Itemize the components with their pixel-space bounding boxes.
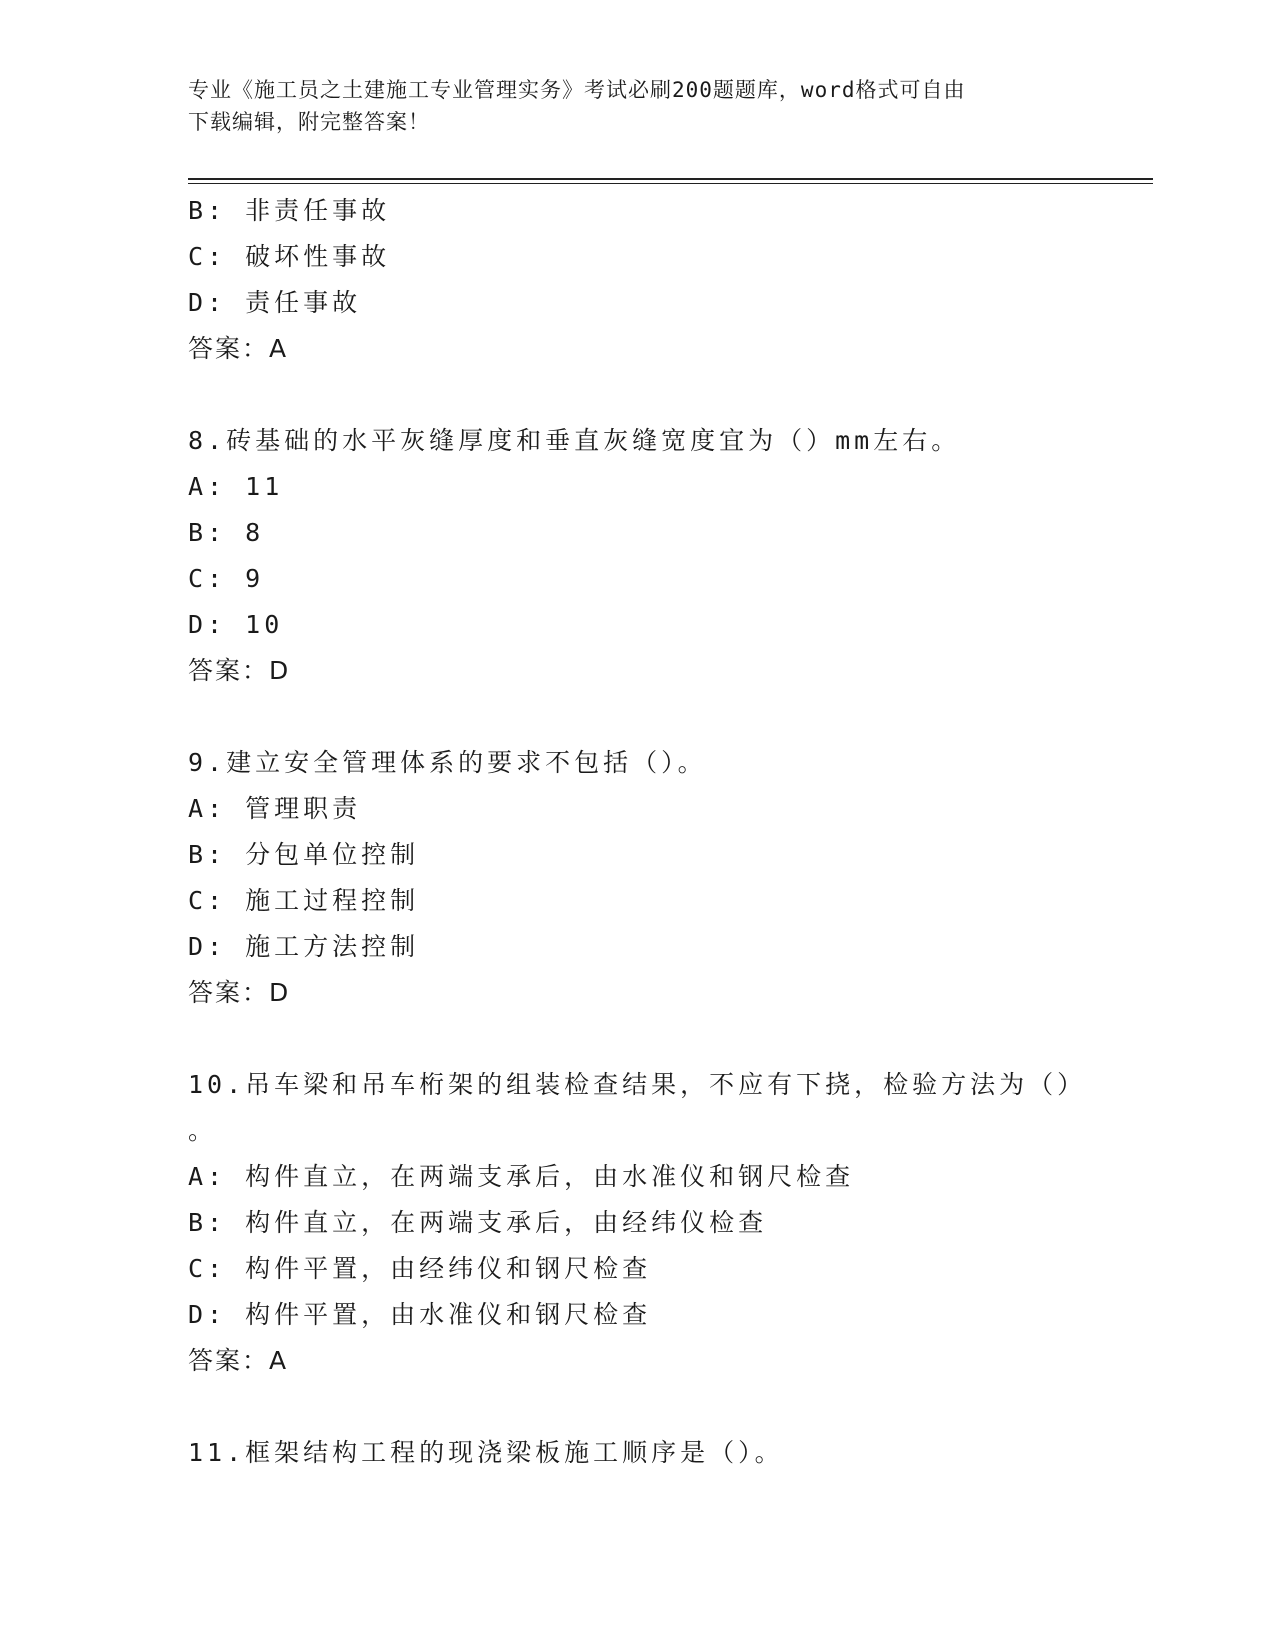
q9-option-a: A: 管理职责: [188, 794, 362, 823]
spacer: [188, 372, 1088, 418]
q10-option-d: D: 构件平置，由水准仪和钢尺检查: [188, 1300, 652, 1329]
q10-option-b: B: 构件直立，在两端支承后，由经纬仪检查: [188, 1208, 768, 1237]
q7-option-d: D: 责任事故: [188, 288, 362, 317]
header-line-2: 下载编辑，附完整答案！: [188, 110, 430, 134]
q9-option-b: B: 分包单位控制: [188, 840, 420, 869]
q10-option-c: C: 构件平置，由经纬仪和钢尺检查: [188, 1254, 652, 1283]
q9-answer: 答案：D: [188, 978, 291, 1007]
q8-option-d: D: 10: [188, 610, 284, 639]
spacer: [188, 1384, 1088, 1430]
q11-question: 11.框架结构工程的现浇梁板施工顺序是（）。: [188, 1438, 784, 1467]
q8-option-b: B: 8: [188, 518, 265, 547]
q8-answer: 答案：D: [188, 656, 291, 685]
q8-option-c: C: 9: [188, 564, 265, 593]
q10-question: 10.吊车梁和吊车桁架的组装检查结果，不应有下挠，检验方法为（）: [188, 1070, 1087, 1099]
spacer: [188, 694, 1088, 740]
q9-option-d: D: 施工方法控制: [188, 932, 420, 961]
q10-option-a: A: 构件直立，在两端支承后，由水准仪和钢尺检查: [188, 1162, 855, 1191]
header-divider-thin: [188, 183, 1153, 184]
document-header: [188, 74, 1068, 138]
header-divider-thick: [188, 178, 1153, 180]
q7-option-c: C: 破坏性事故: [188, 242, 391, 271]
header-line-1: 专业《施工员之土建施工专业管理实务》考试必刷200题题库，word格式可自由: [188, 78, 966, 102]
q8-option-a: A: 11: [188, 472, 284, 501]
q10-answer: 答案：A: [188, 1346, 289, 1375]
q8-question: 8.砖基础的水平灰缝厚度和垂直灰缝宽度宜为（）mm左右。: [188, 426, 961, 455]
question-list: [188, 188, 1088, 1476]
spacer: [188, 1016, 1088, 1062]
q9-option-c: C: 施工过程控制: [188, 886, 420, 915]
q10-question-continuation: 。: [188, 1116, 214, 1145]
q7-option-b: B: 非责任事故: [188, 196, 391, 225]
q9-question: 9.建立安全管理体系的要求不包括（）。: [188, 748, 707, 777]
q7-answer: 答案：A: [188, 334, 289, 363]
